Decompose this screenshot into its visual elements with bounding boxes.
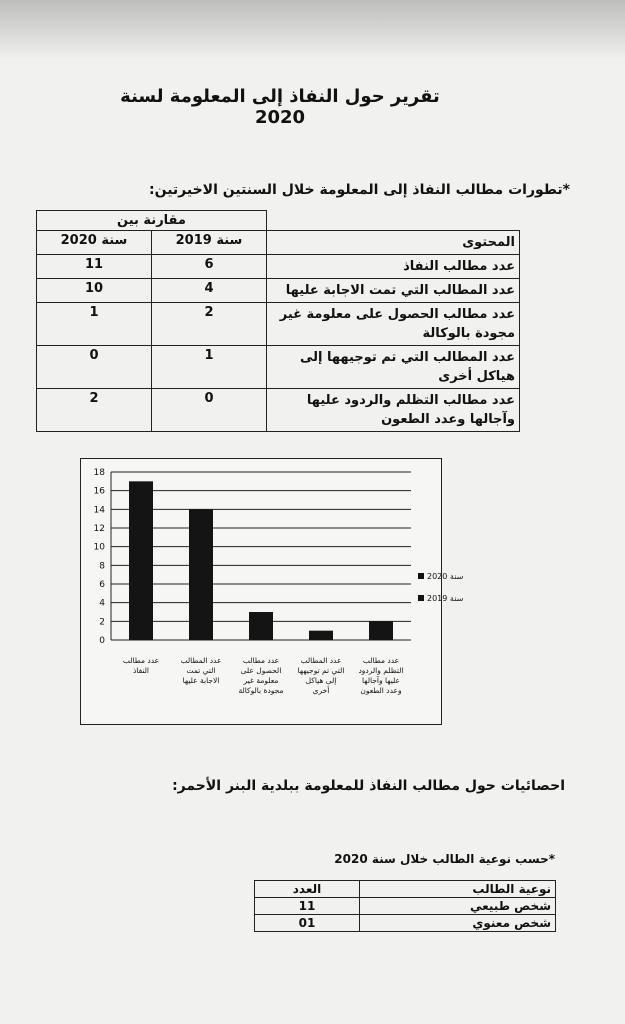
cell-2019: 1	[152, 346, 267, 389]
x-tick-label-line: التي تمت	[186, 666, 216, 675]
cell-type: شخص طبيعي	[360, 898, 556, 915]
table-row	[255, 898, 556, 915]
legend-swatch	[418, 595, 424, 601]
section-subtitle-type: *حسب نوعية الطالب خلال سنة 2020	[334, 852, 555, 866]
x-tick-label-line: وعدد الطعون	[360, 686, 402, 695]
cell-count: 11	[255, 898, 360, 915]
comparison-subtitle: *تطورات مطالب النفاذ إلى المعلومة خلال السنتين الاخيرتين:	[149, 182, 570, 198]
x-tick-label-line: عدد المطالب	[180, 656, 222, 665]
cell-label: عدد المطالب التي تمت الاجابة عليها	[267, 279, 520, 303]
x-tick-label	[358, 656, 403, 695]
table-row	[37, 279, 520, 303]
cell-label: عدد المطالب التي تم توجيهها إلى هياكل أخرى	[267, 346, 520, 389]
header-content: المحتوى	[267, 231, 520, 255]
cell-2019: 4	[152, 279, 267, 303]
y-tick-label: 10	[93, 542, 105, 553]
x-tick-label-line: التي تم توجيهها	[297, 666, 345, 675]
x-tick-label-line: إلى هياكل	[305, 676, 337, 685]
x-tick-label	[238, 656, 283, 695]
cell-2020: 11	[37, 255, 152, 279]
legend-swatch	[418, 573, 424, 579]
x-tick-label-line: الاجابة عليها	[182, 676, 220, 685]
y-tick-label: 6	[99, 580, 105, 590]
cell-2019: 0	[152, 389, 267, 432]
comparison-header-row	[37, 231, 520, 255]
cell-2019: 6	[152, 255, 267, 279]
x-tick-label	[298, 656, 345, 695]
table-row	[255, 915, 556, 932]
cell-label: عدد مطالب التظلم والردود عليها وآجالها وعدد الطعون	[267, 389, 520, 432]
x-tick-label-line: النفاذ	[132, 666, 150, 675]
group-header: مقارنة بين	[117, 213, 186, 228]
table-row	[37, 389, 520, 432]
y-tick-label: 14	[93, 505, 105, 516]
x-tick-label-line: الحصول على	[240, 666, 282, 675]
y-tick-label: 0	[99, 636, 105, 646]
bar	[249, 612, 273, 640]
cell-label: عدد مطالب النفاذ	[267, 255, 520, 279]
x-tick-label-line: معلومة غير	[243, 676, 279, 685]
legend-label: سنة 2019	[427, 594, 464, 603]
x-tick-label	[181, 656, 222, 685]
x-tick-label-line: مجودة بالوكالة	[238, 686, 284, 695]
requester-header-row	[255, 881, 556, 898]
bar	[129, 481, 153, 640]
empty-header-cell	[267, 211, 520, 231]
y-tick-label: 2	[99, 617, 105, 628]
x-tick-label-line: عدد مطالب	[362, 656, 400, 665]
cell-2020: 0	[37, 346, 152, 389]
table-row	[37, 346, 520, 389]
cell-label: عدد مطالب الحصول على معلومة غير مجودة بالوكالة	[267, 303, 520, 346]
bar	[309, 631, 333, 640]
bar	[369, 621, 393, 640]
header-type: نوعية الطالب	[360, 881, 556, 898]
y-tick-label: 18	[93, 468, 105, 478]
cell-2020: 2	[37, 389, 152, 432]
y-tick-label: 4	[99, 598, 105, 609]
x-tick-label-line: أخرى	[312, 686, 330, 695]
x-tick-label-line: عدد مطالب	[242, 656, 280, 665]
x-tick-label	[123, 656, 159, 675]
x-tick-label-line: عليها وآجالها	[361, 676, 401, 685]
x-tick-label-line: عدد المطالب	[300, 656, 342, 665]
cell-count: 01	[255, 915, 360, 932]
bar-chart	[80, 458, 464, 725]
header-2019: سنة 2019	[152, 231, 267, 255]
requester-table	[254, 880, 556, 932]
table-row	[37, 255, 520, 279]
comparison-group-row	[37, 211, 520, 231]
chart-svg	[81, 459, 464, 724]
cell-2020: 10	[37, 279, 152, 303]
page-edge-shadow	[0, 0, 625, 60]
cell-2019: 2	[152, 303, 267, 346]
header-count: العدد	[255, 881, 360, 898]
bar	[189, 509, 213, 640]
section-title-stats: احصائيات حول مطالب النفاذ للمعلومة ببلدية البنر الأحمر:	[172, 778, 565, 794]
cell-2020: 1	[37, 303, 152, 346]
header-2020: سنة 2020	[37, 231, 152, 255]
comparison-table	[36, 210, 520, 432]
x-tick-label-line: التظلم والردود	[358, 666, 404, 675]
y-tick-label: 16	[93, 486, 105, 497]
y-tick-label: 8	[99, 561, 105, 572]
legend-label: سنة 2020	[427, 572, 464, 581]
group-header-cell	[37, 211, 267, 231]
page-title: تقرير حول النفاذ إلى المعلومة لسنة 2020	[120, 86, 440, 128]
table-row	[37, 303, 520, 346]
y-tick-label: 12	[93, 524, 105, 534]
cell-type: شخص معنوي	[360, 915, 556, 932]
x-tick-label-line: عدد مطالب	[122, 656, 160, 665]
